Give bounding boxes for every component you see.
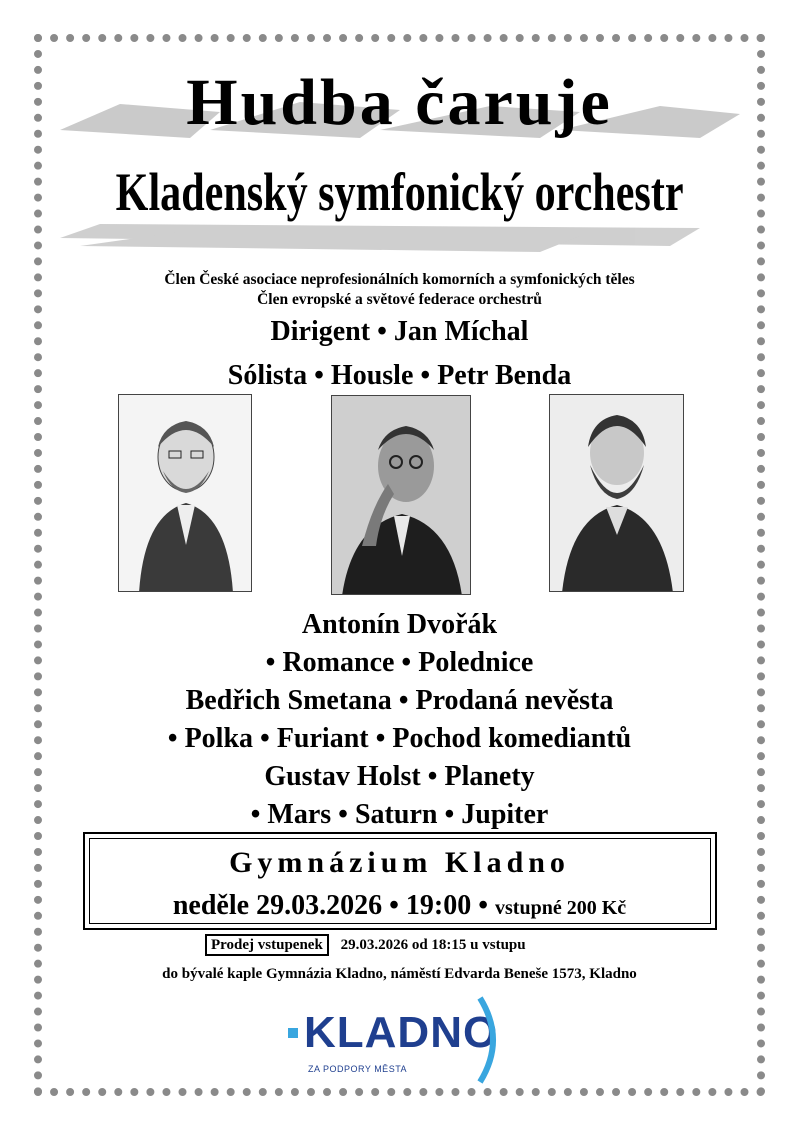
program-line-2: • Romance • Polednice [265,647,534,678]
logo-arc [476,996,506,1084]
program-line-3: Bedřich Smetana • Prodaná nevěsta [185,685,614,716]
portrait-dvorak [549,394,684,592]
logo-square [288,1028,298,1038]
poster-subtitle: Kladenský symfonický orchestr [115,162,684,222]
membership-line-1: Člen České asociace neprofesionálních komorních a symfonických těles [164,271,635,288]
program-line-6: • Mars • Saturn • Jupiter [250,799,549,830]
logo-tagline: ZA PODPORY MĚSTA [308,1064,408,1074]
program-line-1: Antonín Dvořák [301,609,498,640]
membership-line-2: Člen evropské a světové federace orchestrů [257,291,542,308]
date-time: neděle 29.03.2026 • 19:00 • [172,890,488,921]
poster-title: Hudba čaruje [186,66,613,139]
venue-address: do bývalé kaple Gymnázia Kladno, náměstí Edvarda Beneše 1573, Kladno [162,966,637,982]
conductor-line: Dirigent • Jan Míchal [270,316,529,347]
soloist-line: Sólista • Housle • Petr Benda [227,360,572,391]
ticket-sale [205,937,526,954]
logo-name: KLADNO [304,1008,499,1057]
program-line-5: Gustav Holst • Planety [264,761,535,792]
admission-price: vstupné 200 Kč [495,897,627,919]
portrait-smetana [118,394,252,592]
venue-name: Gymnázium Kladno [229,846,570,879]
portrait-holst [331,395,471,595]
ticket-sale-info: 29.03.2026 od 18:15 u vstupu [340,937,526,953]
ticket-sale-label: Prodej vstupenek [205,934,329,956]
program-line-4: • Polka • Furiant • Pochod komediantů [167,723,632,754]
date-line [0,890,799,922]
kladno-logo [280,994,530,1084]
